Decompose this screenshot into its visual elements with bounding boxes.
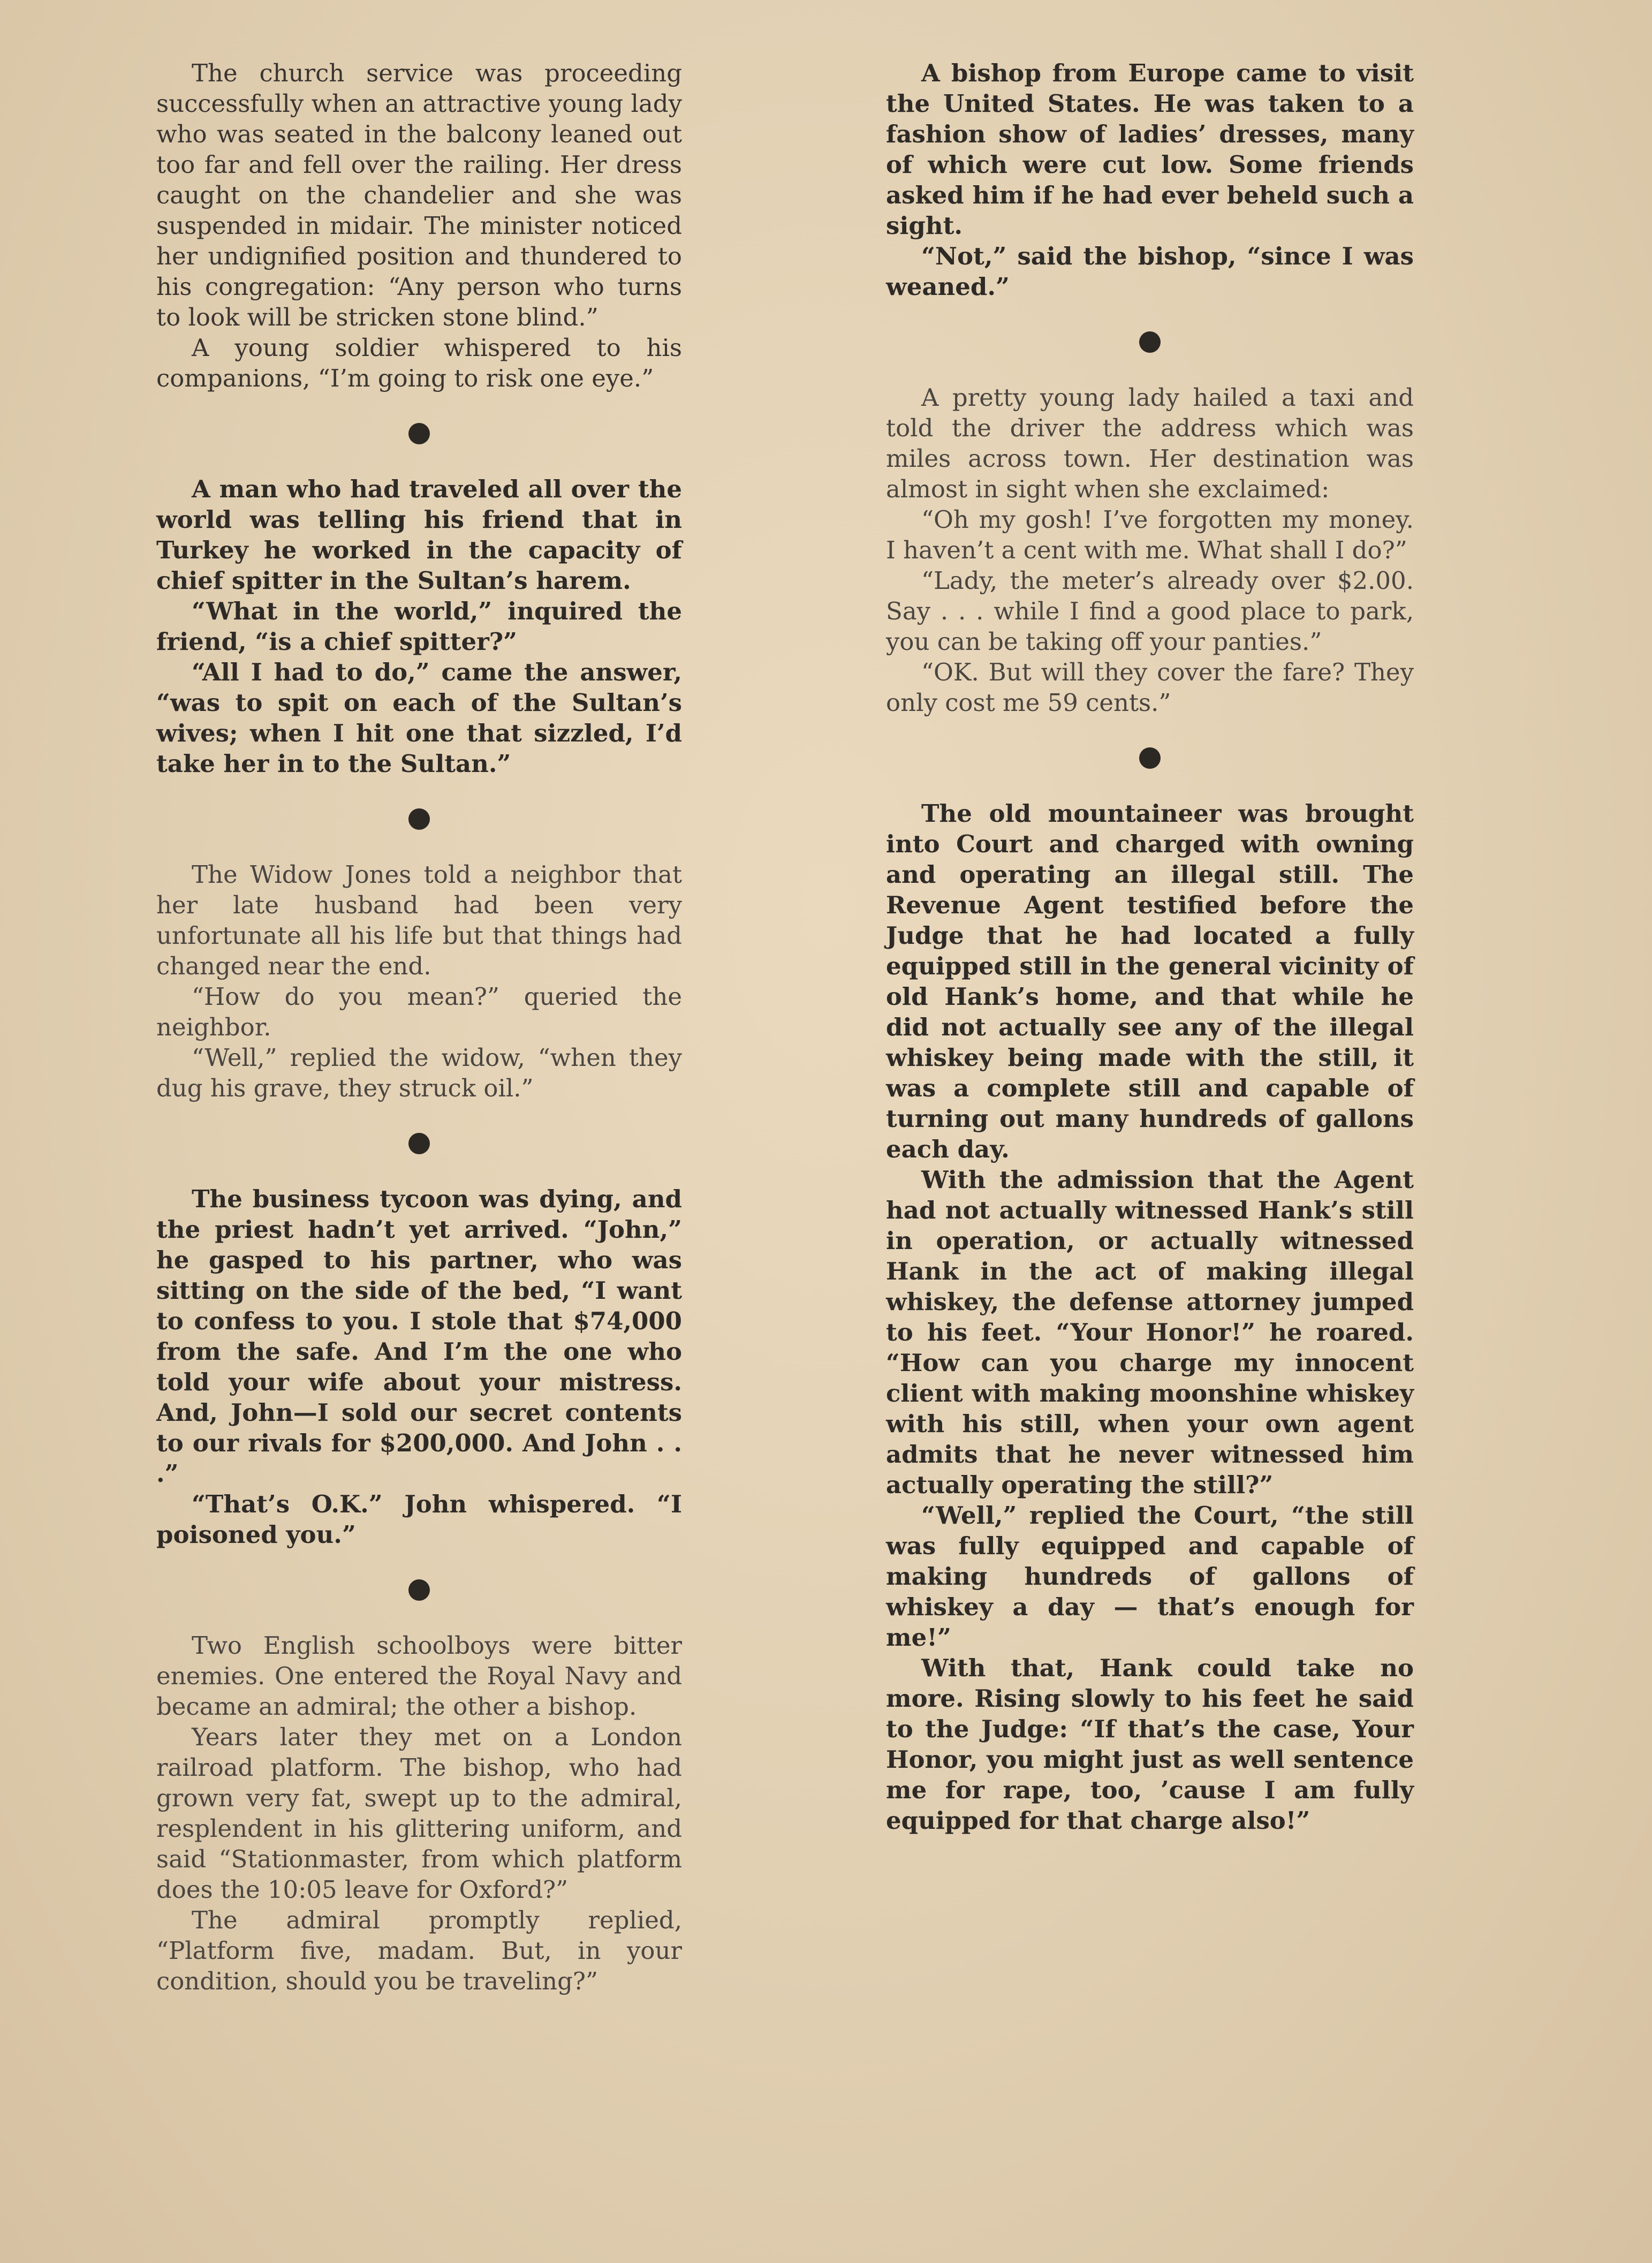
story-paragraph: The admiral promptly replied, “Platform five, madam. But, in your condition, should you be traveling?” bbox=[156, 1906, 682, 1995]
story-paragraph: Two English schoolboys were bitter enemies. One entered the Royal Navy and became an admiral; the other a bishop. bbox=[156, 1631, 682, 1721]
story-separator bbox=[156, 779, 682, 859]
story-paragraph: With that, Hank could take no more. Rising slowly to his feet he said to the Judge: “If that’s the case, Your Honor, you might just as well sentence me for rape, too, ’cause I am fully equipped for that charge also!” bbox=[886, 1654, 1414, 1835]
bullet-icon bbox=[408, 1133, 430, 1154]
story-separator bbox=[156, 393, 682, 474]
story-paragraph: “OK. But will they cover the fare? They only cost me 59 cents.” bbox=[886, 658, 1414, 717]
story-paragraph: “What in the world,” inquired the friend, “is a chief spitter?” bbox=[156, 597, 682, 656]
left-column bbox=[156, 58, 682, 1996]
story-separator bbox=[156, 1550, 682, 1630]
story-paragraph: “Well,” replied the widow, “when they dug his grave, they struck oil.” bbox=[156, 1043, 682, 1102]
story-paragraph: A young soldier whispered to his companions, “I’m going to risk one eye.” bbox=[156, 334, 682, 392]
story-paragraph: The old mountaineer was brought into Court and charged with owning and operating an illegal still. The Revenue Agent testified before the Judge that he had located a fully equipped still in the general vicinity of old Hank’s home, and that while he did not actually see any of the illegal whiskey being made with the still, it was a complete still and capable of turning out many hundreds of gallons each day. bbox=[886, 799, 1414, 1163]
story-schoolboys bbox=[156, 1630, 682, 1996]
bullet-icon bbox=[408, 423, 430, 444]
story-paragraph: The Widow Jones told a neighbor that her late husband had been very unfortunate all his life but that things had changed near the end. bbox=[156, 860, 682, 980]
story-separator bbox=[886, 302, 1414, 382]
bullet-icon bbox=[1139, 331, 1161, 353]
story-business-tycoon bbox=[156, 1184, 682, 1550]
story-paragraph: “Oh my gosh! I’ve forgotten my money. I haven’t a cent with me. What shall I do?” bbox=[886, 505, 1414, 564]
story-separator bbox=[886, 718, 1414, 798]
bullet-icon bbox=[1139, 747, 1161, 769]
story-paragraph: “Not,” said the bishop, “since I was weaned.” bbox=[886, 242, 1414, 301]
story-chief-spitter bbox=[156, 474, 682, 779]
story-paragraph: Years later they met on a London railroad platform. The bishop, who had grown very fat, swept up to the admiral, resplendent in his glittering uniform, and said “Stationmaster, from which platform does the 10:05 leave for Oxford?” bbox=[156, 1723, 682, 1904]
story-paragraph: “All I had to do,” came the answer, “was to spit on each of the Sultan’s wives; when I hit one that sizzled, I’d take her in to the Sultan.” bbox=[156, 658, 682, 778]
story-bishop-fashion-show bbox=[886, 58, 1414, 302]
right-column bbox=[886, 58, 1414, 1836]
story-paragraph: “That’s O.K.” John whispered. “I poisoned you.” bbox=[156, 1490, 682, 1549]
story-mountaineer bbox=[886, 798, 1414, 1836]
story-paragraph: With the admission that the Agent had not actually witnessed Hank’s still in operation, or actually witnessed Hank in the act of making illegal whiskey, the defense attorney jumped to his feet. “Your Honor!” he roared. “How can you charge my innocent client with making moonshine whiskey with his still, when your own agent admits that he never witnessed him actually operating the still?” bbox=[886, 1165, 1414, 1499]
story-paragraph: “Lady, the meter’s already over $2.00. Say . . . while I find a good place to park, you can be taking off your panties.” bbox=[886, 566, 1414, 656]
story-paragraph: The business tycoon was dying, and the priest hadn’t yet arrived. “John,” he gasped to his partner, who was sitting on the side of the bed, “I want to confess to you. I stole that $74,000 from the safe. And I’m the one who told your wife about your mistress. And, John—I sold our secret contents to our rivals for $200,000. And John . . .” bbox=[156, 1185, 682, 1488]
story-paragraph: The church service was proceeding successfully when an attractive young lady who was seated in the balcony leaned out too far and fell over the railing. Her dress caught on the chandelier and she was suspended in midair. The minister noticed her undignified position and thundered to his congregation: “Any person who turns to look will be stricken stone blind.” bbox=[156, 59, 682, 331]
story-paragraph: A pretty young lady hailed a taxi and told the driver the address which was miles across town. Her destination was almost in sight when she exclaimed: bbox=[886, 383, 1414, 503]
story-paragraph: A man who had traveled all over the world was telling his friend that in Turkey he worked in the capacity of chief spitter in the Sultan’s harem. bbox=[156, 475, 682, 595]
story-separator bbox=[156, 1103, 682, 1184]
story-paragraph: A bishop from Europe came to visit the United States. He was taken to a fashion show of ladies’ dresses, many of which were cut low. Some friends asked him if he had ever beheld such a sight. bbox=[886, 59, 1414, 240]
story-paragraph: “How do you mean?” queried the neighbor. bbox=[156, 982, 682, 1041]
bullet-icon bbox=[408, 1579, 430, 1601]
story-widow-jones bbox=[156, 859, 682, 1103]
story-taxi bbox=[886, 382, 1414, 718]
story-paragraph: “Well,” replied the Court, “the still was fully equipped and capable of making hundreds of gallons of whiskey a day — that’s enough for me!” bbox=[886, 1501, 1414, 1652]
bullet-icon bbox=[408, 808, 430, 830]
story-church-balcony bbox=[156, 58, 682, 393]
